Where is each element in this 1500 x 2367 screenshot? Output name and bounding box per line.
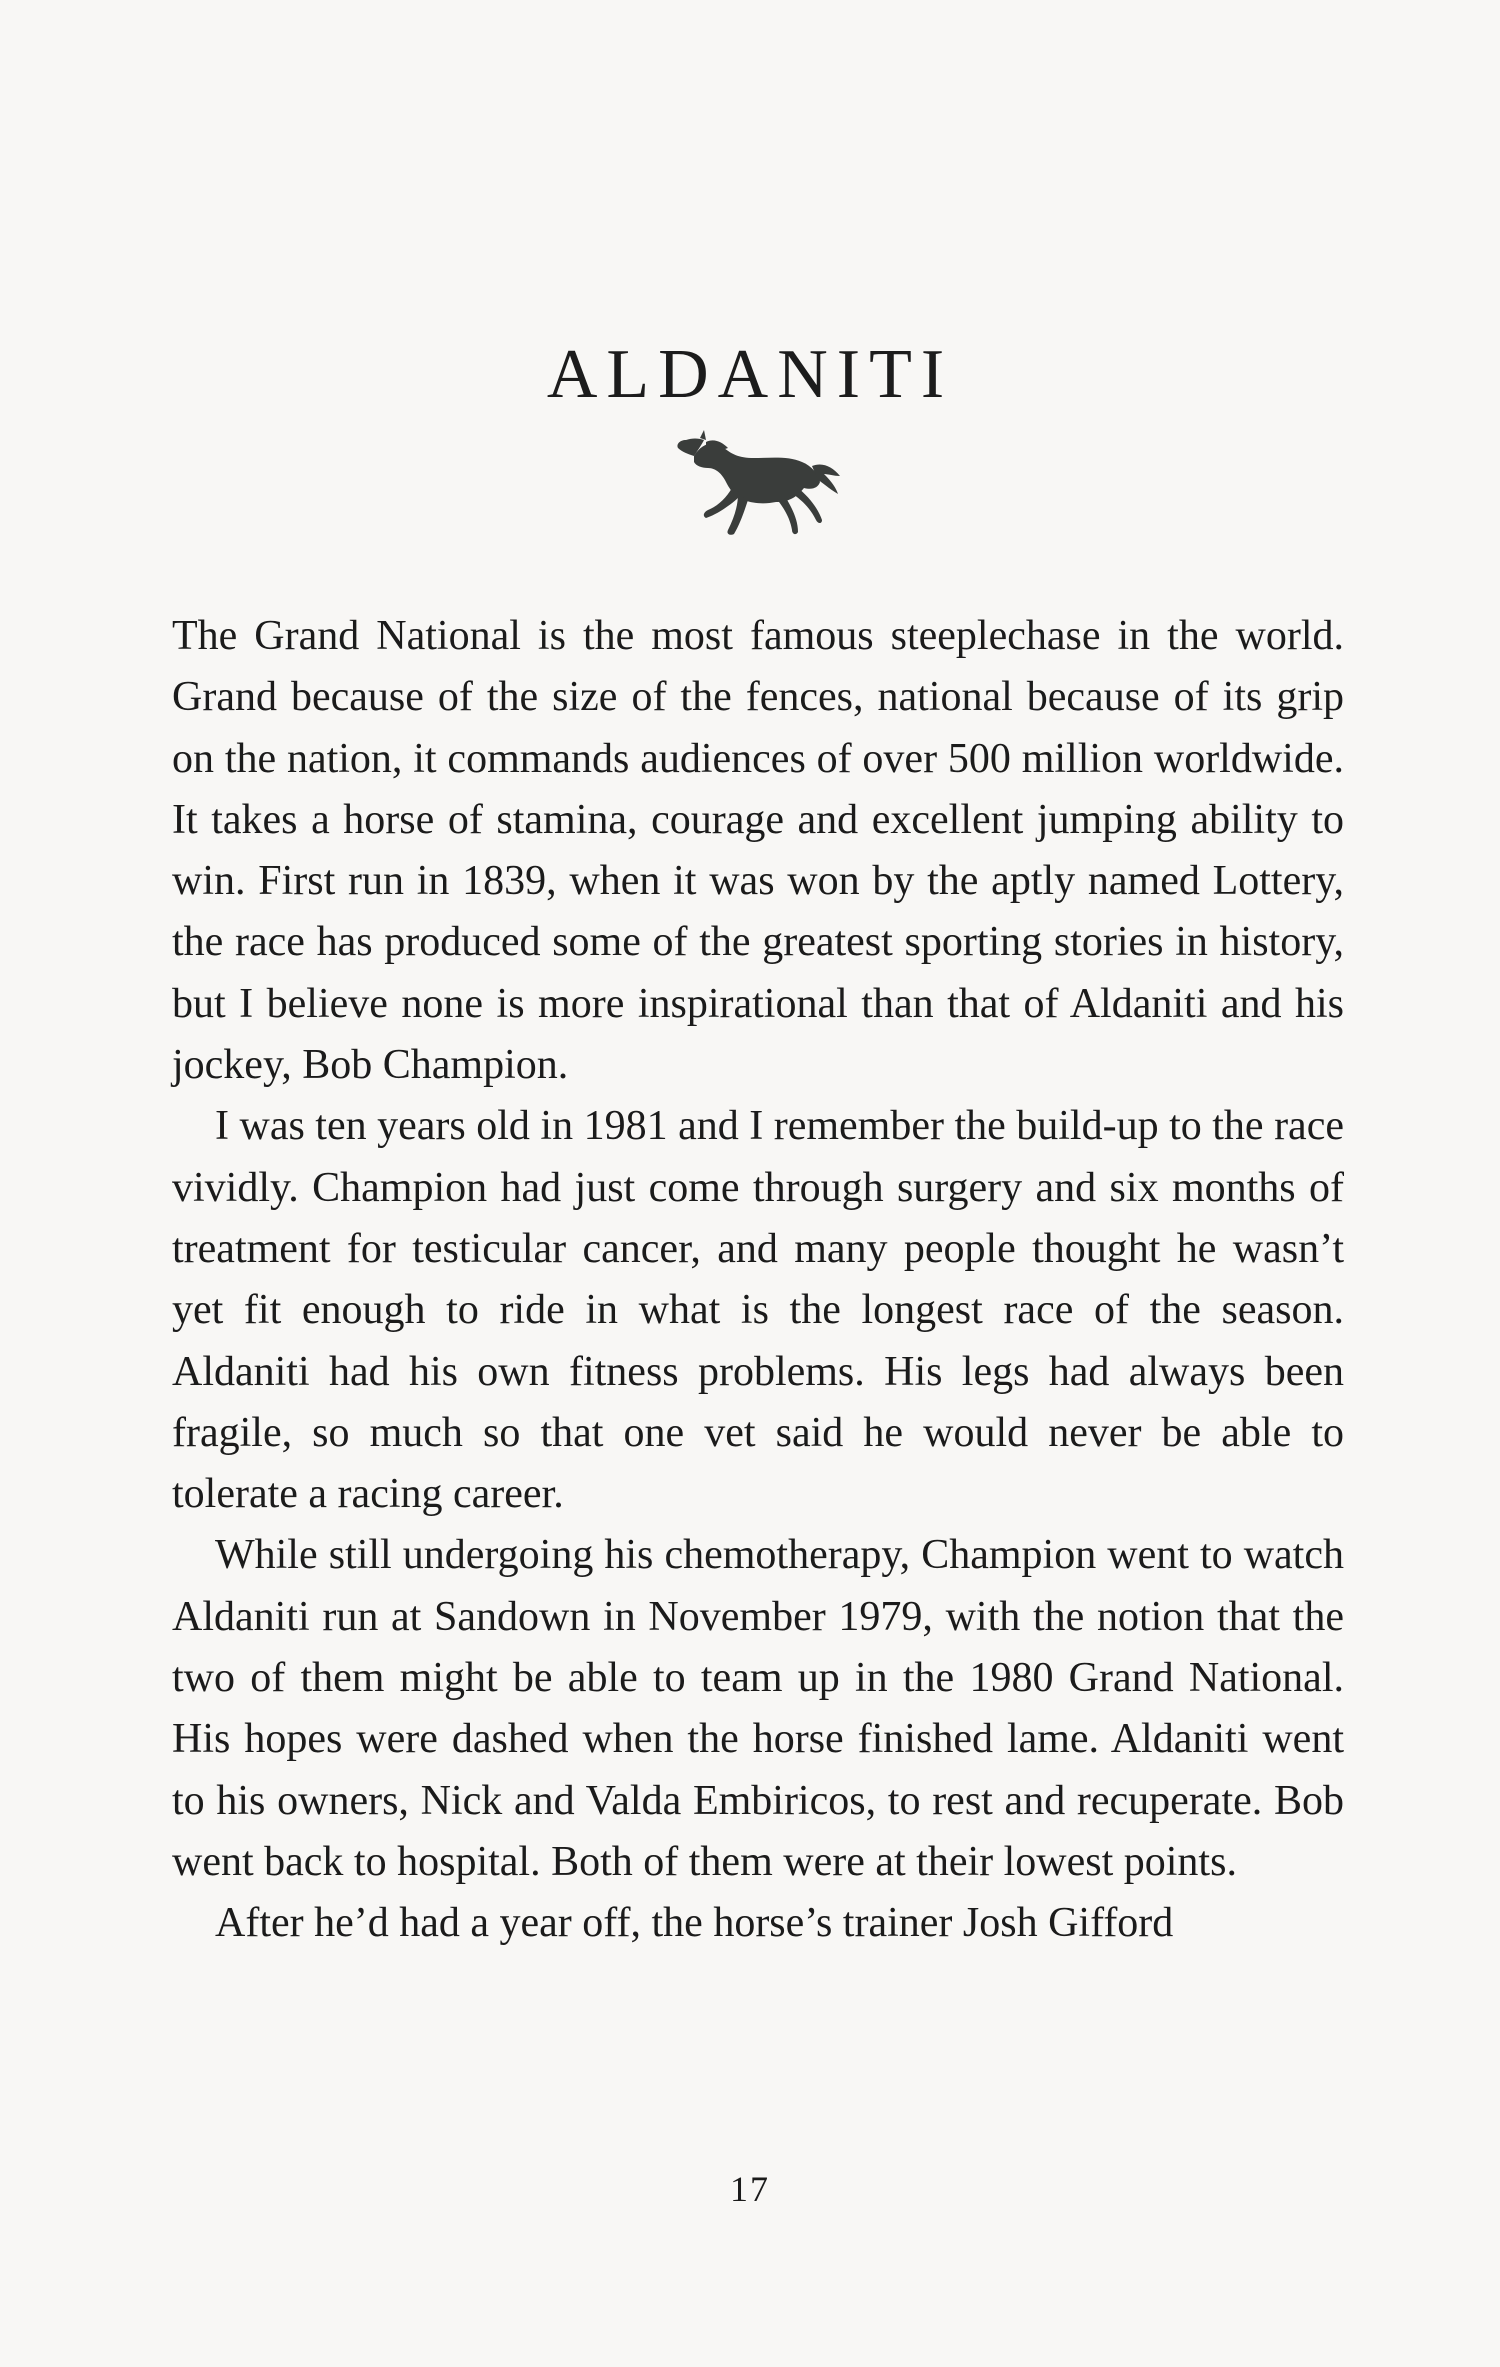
chapter-body-text (172, 606, 1344, 1955)
paragraph-3: While still undergoing his chemotherapy, Champion went to watch Aldaniti run at Sandown in November 1979, with the notion that the two of them might be able to team up in the 1980 Grand National. His hopes were dashed when the horse finished lame. Aldaniti went to his owners, Nick and Valda Embiricos, to rest and recuperate. Bob went back to hospital. Both of them were at their lowest points. (172, 1532, 1344, 1885)
paragraph-2: I was ten years old in 1981 and I remember the build-up to the race vividly. Champion had just come through surgery and six months of treatment for testicular cancer, and many people thought he wasn’t yet fit enough to ride in what is the longest race of the season. Aldaniti had his own fitness problems. His legs had always been fragile, so much so that one vet said he would never be able to tolerate a racing career. (172, 1103, 1344, 1518)
page-number: 17 (730, 2169, 770, 2209)
chapter-title: ALDANITI (546, 336, 954, 413)
paragraph-1: The Grand National is the most famous steeplechase in the world. Grand because of the size of the fences, national because of its grip on the nation, it commands audiences of over 500 million worldwide. It takes a horse of stamina, courage and excellent jumping ability to win. First run in 1839, when it was won by the aptly named Lottery, the race has produced some of the greatest sporting stories in history, but I believe none is more inspirational than that of Aldaniti and his jockey, Bob Champion. (172, 613, 1344, 1089)
paragraph-4: After he’d had a year off, the horse’s trainer Josh Gifford (215, 1900, 1174, 1947)
galloping-horse-icon (672, 428, 842, 548)
